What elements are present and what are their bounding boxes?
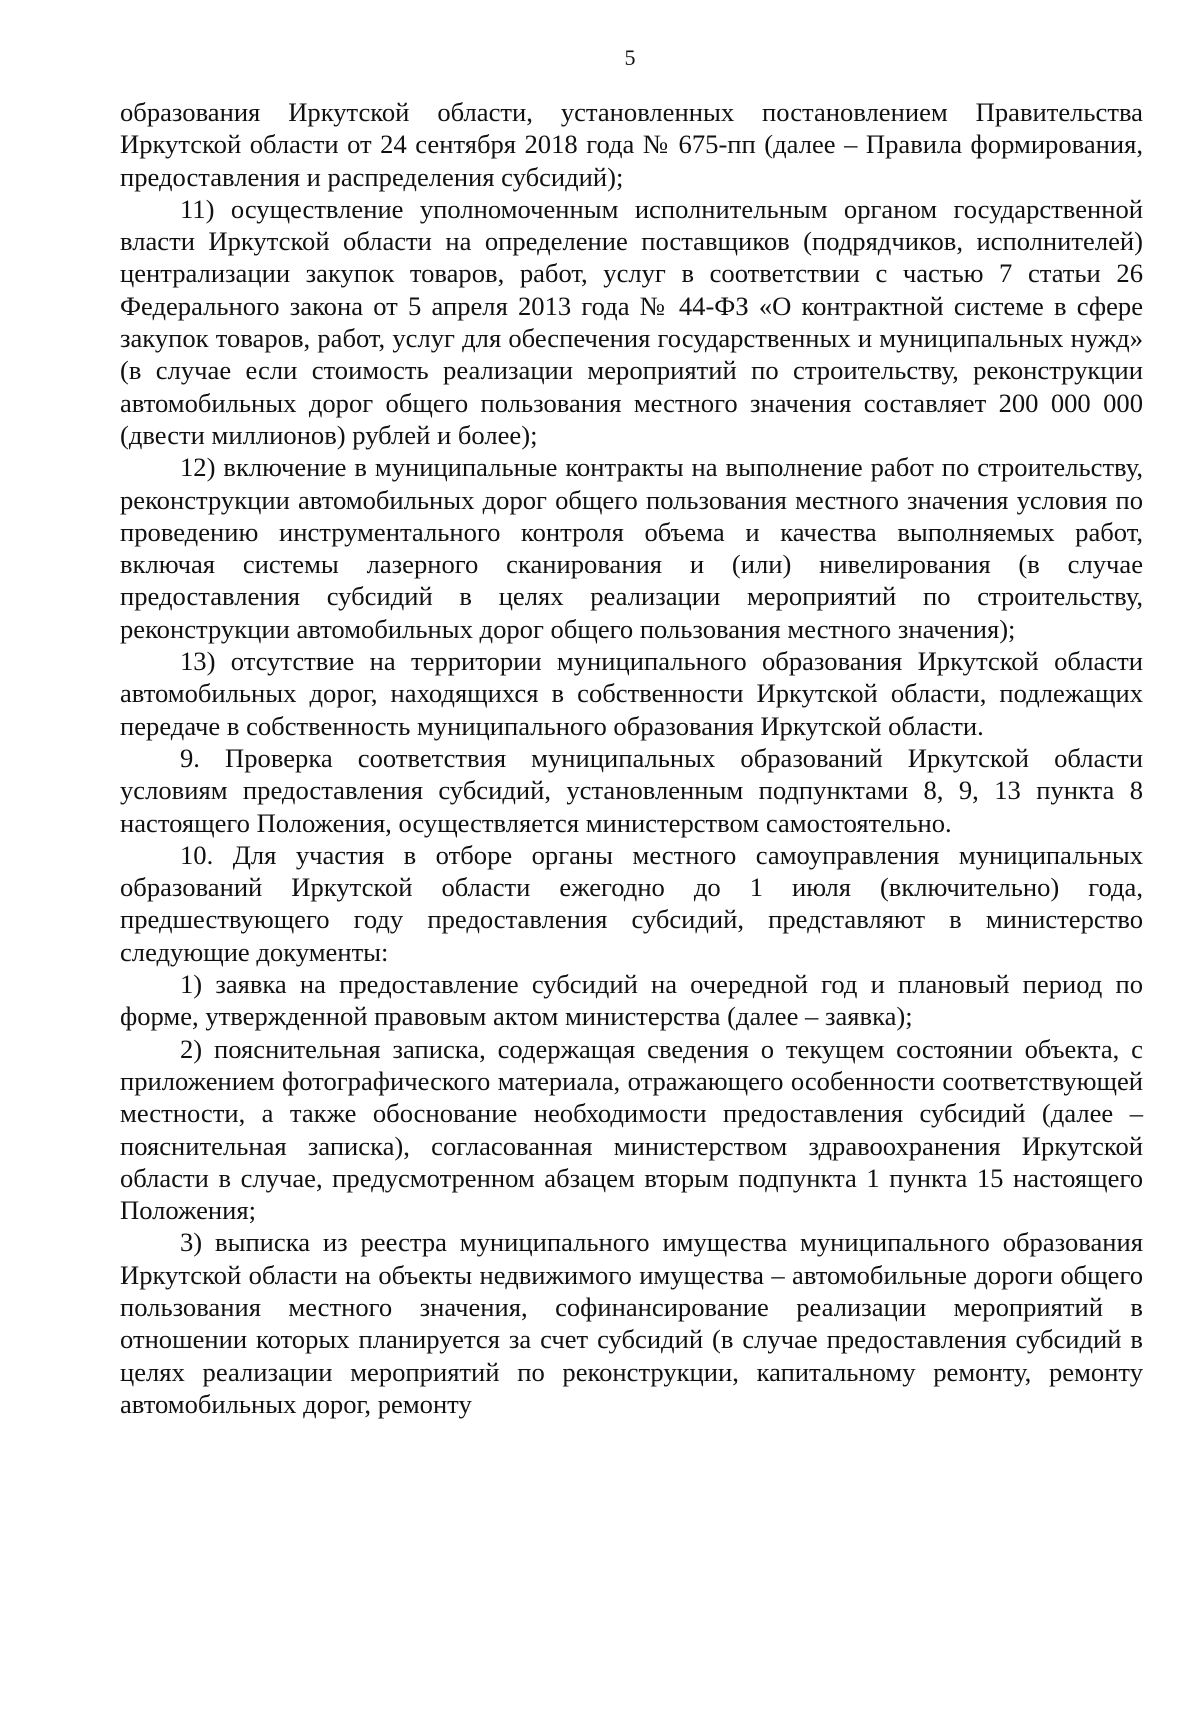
page-number: 5: [624, 45, 636, 70]
paragraph-item-13: 13) отсутствие на территории муниципального образования Иркутской области автомобильных дорог, находящихся в собственности Иркутской области, подлежащих передаче в собственность муниципального образования Иркутской области.: [120, 646, 1143, 741]
paragraph-continuation: образования Иркутской области, установленных постановлением Правительства Иркутской области от 24 сентября 2018 года № 675-пп (далее – Правила формирования, предоставления и распределения субсидий);: [120, 97, 1143, 192]
paragraph-item-11: 11) осуществление уполномоченным исполнительным органом государственной власти Иркутской области на определение поставщиков (подрядчиков, исполнителей) централизации закупок товаров, работ, услуг в соответствии с частью 7 статьи 26 Федерального закона от 5 апреля 2013 года № 44-ФЗ «О контрактной системе в сфере закупок товаров, работ, услуг для обеспечения государственных и муниципальных нужд» (в случае если стоимость реализации мероприятий по строительству, реконструкции автомобильных дорог общего пользования местного значения составляет 200 000 000 (двести миллионов) рублей и более);: [120, 193, 1143, 450]
paragraph-section-9: 9. Проверка соответствия муниципальных образований Иркутской области условиям предоставления субсидий, установленным подпунктами 8, 9, 13 пункта 8 настоящего Положения, осуществляется министерством самостоятельно.: [120, 742, 1143, 838]
paragraph-section-10: 10. Для участия в отборе органы местного самоуправления муниципальных образований Иркутской области ежегодно до 1 июля (включительно) года, предшествующего году предоставления субсидий, представляют в министерство следующие документы:: [120, 839, 1143, 967]
document-body: [120, 96, 1143, 1420]
paragraph-doc-2: 2) пояснительная записка, содержащая сведения о текущем состоянии объекта, с приложением фотографического материала, отражающего особенности соответствующей местности, а также обоснование необходимости предоставления субсидий (далее – пояснительная записка), согласованная министерством здравоохранения Иркутской области в случае, предусмотренном абзацем вторым подпункта 1 пункта 15 настоящего Положения;: [120, 1033, 1143, 1226]
paragraph-item-12: 12) включение в муниципальные контракты на выполнение работ по строительству, реконструкции автомобильных дорог общего пользования местного значения условия по проведению инструментального контроля объема и качества выполняемых работ, включая системы лазерного сканирования и (или) нивелирования (в случае предоставления субсидий в целях реализации мероприятий по строительству, реконструкции автомобильных дорог общего пользования местного значения);: [120, 452, 1143, 644]
paragraph-doc-1: 1) заявка на предоставление субсидий на очередной год и плановый период по форме, утвержденной правовым актом министерства (далее – заявка);: [120, 969, 1143, 1032]
paragraph-doc-3: 3) выписка из реестра муниципального имущества муниципального образования Иркутской области на объекты недвижимого имущества – автомобильные дороги общего пользования местного значения, софинансирование реализации мероприятий в отношении которых планируется за счет субсидий (в случае предоставления субсидий в целях реализации мероприятий по реконструкции, капитальному ремонту, ремонту автомобильных дорог, ремонту: [120, 1227, 1143, 1419]
